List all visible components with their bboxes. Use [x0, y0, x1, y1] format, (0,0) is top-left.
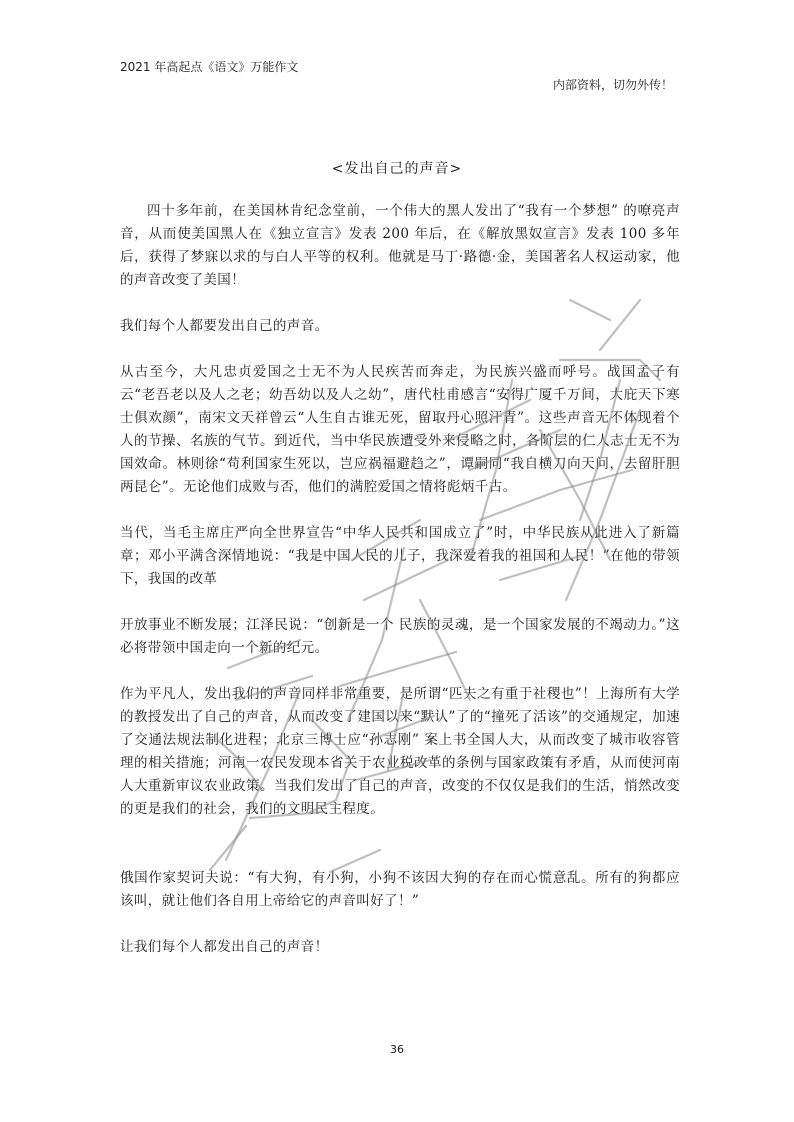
paragraph-6: 作为平凡人，发出我们的声音同样非常重要，是所谓“匹夫之有重于社稷也”！上海所有大学的教授发出了自己的声音，从而改变了建国以来“默认”了的“撞死了活该”的交通规定，加速了交通法规法制化进程；北京三博士应“孙志刚” 案上书全国人大，从而改变了城市收容管理的相关措施；河南一农民发现本省关于农业税改革的条例与国家政策有矛盾，从而使河南人大重新审议农业政策。当我们发出了自己的声音，改变的不仅仅是我们的生活，悄然改变的更是我们的社会，我们的文明民主程度。 [120, 686, 680, 817]
paragraph-1: 四十多年前，在美国林肯纪念堂前，一个伟大的黑人发出了“我有一个梦想” 的嘹亮声音，从而使美国黑人在《独立宣言》发表 200 年后，在《解放黑奴宣言》发表 100 多年后，获得了梦寐以求的与白人平等的权利。他就是马丁·路德·金，美国著名人权运动家，他的声音改变了美国！ [120, 203, 680, 288]
paragraph-5: 开放事业不断发展；江泽民说：“创新是一个 民族的灵魂，是一个国家发展的不竭动力。”这必将带领中国走向一个新的纪元。 [120, 617, 680, 656]
essay-title: <发出自己的声音> [331, 161, 463, 177]
page-number: 36 [390, 1043, 404, 1056]
paragraph-8: 让我们每个人都发出自己的声音！ [120, 939, 329, 955]
paragraph-7: 俄国作家契诃夫说：“有大狗，有小狗，小狗不该因大狗的存在而心慌意乱。所有的狗都应该叫，就让他们各自用上帝给它的声音叫好了！” [120, 870, 680, 909]
header-left: 2021 年高起点《语文》万能作文 [120, 60, 299, 74]
header-right: 内部资料，切勿外传！ [553, 78, 674, 92]
paragraph-2: 我们每个人都要发出自己的声音。 [120, 318, 329, 334]
paragraph-3: 从古至今，大凡忠贞爱国之士无不为人民疾苦而奔走，为民族兴盛而呼号。战国孟子有云“老吾老以及人之老；幼吾幼以及人之幼”，唐代杜甫感言“安得广厦千万间，大庇天下寒士俱欢颜”，南宋文天祥曾云“人生自古谁无死，留取丹心照汗青”。这些声音无不体现着个人的节操、名族的气节。到近代，当中华民族遭受外来侵略之时，各阶层的仁人志士无不为国效命。林则徐“苟利国家生死以，岂应祸福避趋之”，谭嗣同“我自横刀向天问，去留肝胆两昆仑”。无论他们成败与否，他们的满腔爱国之情将彪炳千古。 [120, 364, 680, 495]
paragraph-4: 当代，当毛主席庄严向全世界宣告“中华人民共和国成立了”时，中华民族从此进入了新篇章；邓小平满含深情地说：“我是中国人民的儿子，我深爱着我的祖国和人民！”在他的带领下，我国的改革 [120, 525, 680, 587]
essay-body [120, 200, 680, 982]
